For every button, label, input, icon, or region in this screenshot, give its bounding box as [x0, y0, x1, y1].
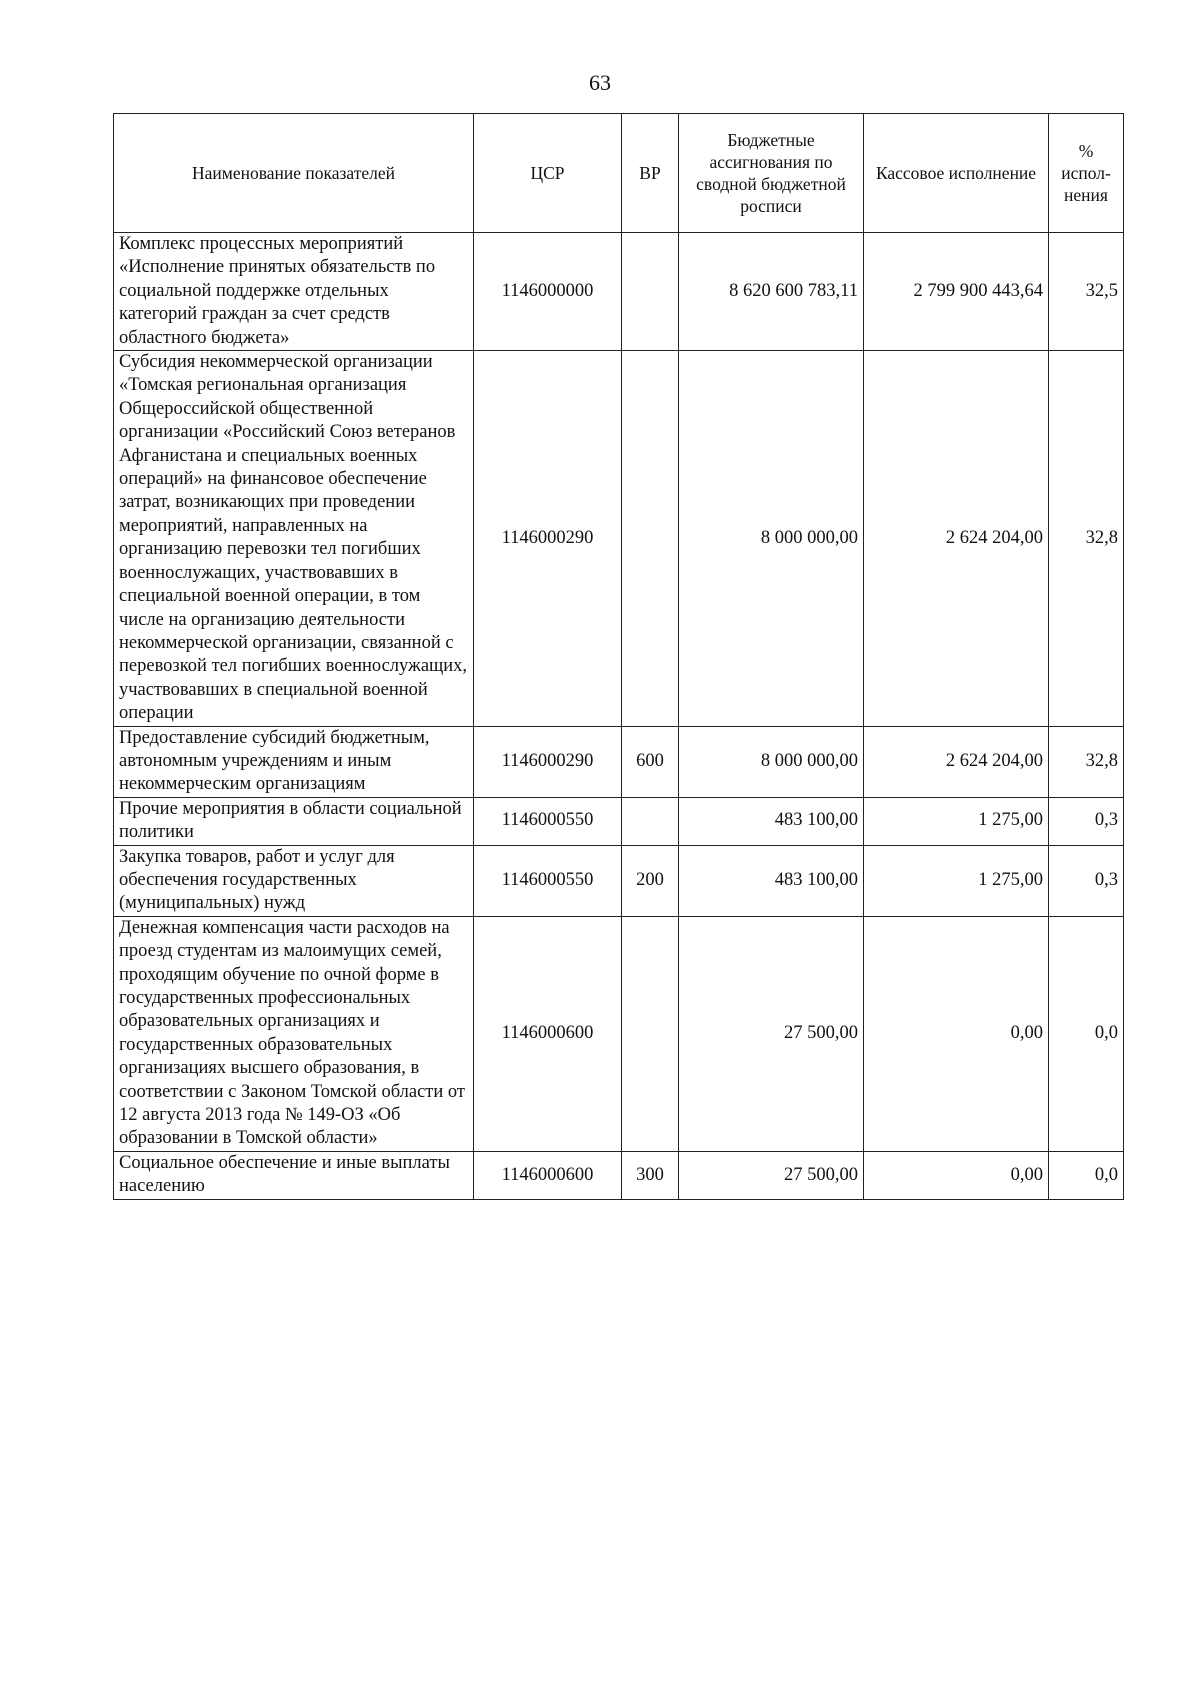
budget-table: [113, 113, 1124, 1200]
row-name: Субсидия некоммерческой организации «Томская региональная организация Общероссийской общественной организации «Российский Союз ветеранов Афганистана и специальных военных операций» на финансовое обеспечение затрат, возникающих при проведении мероприятий, направленных на организацию перевозки тел погибших военнослужащих, участвовавших в специальной военной операции, в том числе на организацию деятельности некоммерческой организации, связанной с перевозкой тел погибших военнослужащих, участвовавших в специальной военной операции: [114, 351, 474, 727]
row-allocations: 27 500,00: [679, 916, 864, 1151]
row-cash: 2 799 900 443,64: [864, 233, 1049, 351]
row-cash: 2 624 204,00: [864, 351, 1049, 727]
table-row: [114, 351, 1124, 727]
row-cash: 1 275,00: [864, 797, 1049, 845]
header-allocations: Бюджетные ассигнования по сводной бюджетной росписи: [679, 114, 864, 233]
table-row: [114, 797, 1124, 845]
row-allocations: 27 500,00: [679, 1151, 864, 1199]
header-cash-execution: Кассовое исполнение: [864, 114, 1049, 233]
row-allocations: 8 000 000,00: [679, 726, 864, 797]
row-allocations: 8 620 600 783,11: [679, 233, 864, 351]
row-name: Комплекс процессных мероприятий «Исполнение принятых обязательств по социальной поддержке отдельных категорий граждан за счет средств областного бюджета»: [114, 233, 474, 351]
table-row: [114, 845, 1124, 916]
header-percent: % испол-нения: [1049, 114, 1124, 233]
row-csr: 1146000290: [474, 351, 622, 727]
row-name: Прочие мероприятия в области социальной политики: [114, 797, 474, 845]
row-allocations: 483 100,00: [679, 845, 864, 916]
row-percent: 32,5: [1049, 233, 1124, 351]
row-name: Предоставление субсидий бюджетным, автономным учреждениям и иным некоммерческим организациям: [114, 726, 474, 797]
table-header-row: [114, 114, 1124, 233]
row-vr: [622, 916, 679, 1151]
row-percent: 0,0: [1049, 916, 1124, 1151]
row-csr: 1146000000: [474, 233, 622, 351]
row-allocations: 483 100,00: [679, 797, 864, 845]
row-csr: 1146000550: [474, 845, 622, 916]
row-cash: 1 275,00: [864, 845, 1049, 916]
row-allocations: 8 000 000,00: [679, 351, 864, 727]
header-name: Наименование показателей: [114, 114, 474, 233]
row-percent: 32,8: [1049, 726, 1124, 797]
table-row: [114, 916, 1124, 1151]
row-cash: 2 624 204,00: [864, 726, 1049, 797]
row-cash: 0,00: [864, 1151, 1049, 1199]
row-csr: 1146000550: [474, 797, 622, 845]
row-percent: 32,8: [1049, 351, 1124, 727]
row-vr: 600: [622, 726, 679, 797]
row-percent: 0,3: [1049, 797, 1124, 845]
header-csr: ЦСР: [474, 114, 622, 233]
table-row: [114, 1151, 1124, 1199]
header-vr: ВР: [622, 114, 679, 233]
row-name: Денежная компенсация части расходов на проезд студентам из малоимущих семей, проходящим обучение по очной форме в государственных профессиональных образовательных организациях и государственных образовательных организациях высшего образования, в соответствии с Законом Томской области от 12 августа 2013 года № 149-ОЗ «Об образовании в Томской области»: [114, 916, 474, 1151]
row-vr: 300: [622, 1151, 679, 1199]
row-name: Социальное обеспечение и иные выплаты населению: [114, 1151, 474, 1199]
row-vr: [622, 797, 679, 845]
row-vr: [622, 351, 679, 727]
row-name: Закупка товаров, работ и услуг для обеспечения государственных (муниципальных) нужд: [114, 845, 474, 916]
row-percent: 0,0: [1049, 1151, 1124, 1199]
row-vr: [622, 233, 679, 351]
table-row: [114, 233, 1124, 351]
row-csr: 1146000600: [474, 1151, 622, 1199]
row-csr: 1146000290: [474, 726, 622, 797]
table-row: [114, 726, 1124, 797]
page-number: 63: [589, 70, 611, 95]
row-vr: 200: [622, 845, 679, 916]
row-percent: 0,3: [1049, 845, 1124, 916]
row-cash: 0,00: [864, 916, 1049, 1151]
row-csr: 1146000600: [474, 916, 622, 1151]
